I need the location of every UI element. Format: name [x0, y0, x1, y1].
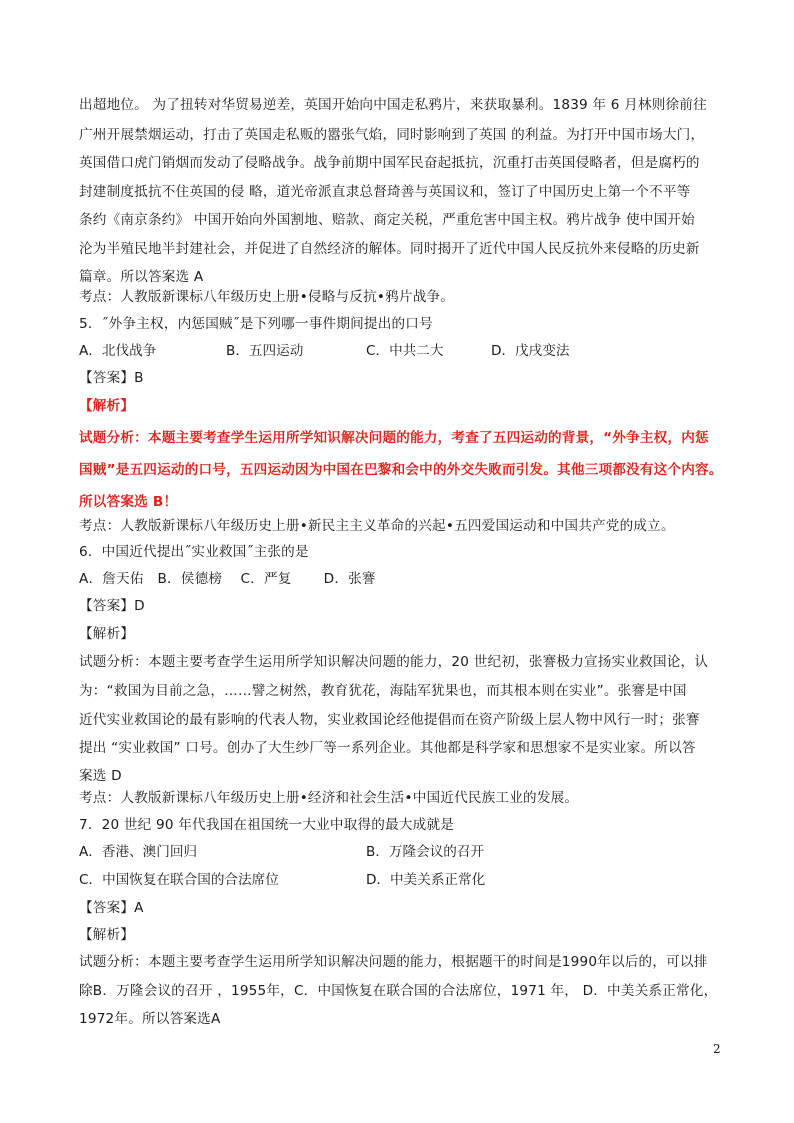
q7-option-a: A．香港、澳门回归 — [79, 844, 198, 860]
q6-analysis-heading: 【解析】 — [79, 626, 135, 642]
text-line: 英国借口虎门销烟而发动了侵略战争。战争前期中国军民奋起抵抗，沉重打击英国侵略者，但是腐朽的 — [79, 155, 700, 171]
text-line: 条约《南京条约》 中国开始向外国割地、赔款、商定关税，严重危害中国主权。鸦片战争 使中国开始 — [79, 212, 695, 228]
q7-option-c: C．中国恢复在联合国的合法席位 — [79, 872, 279, 888]
text-line: 封建制度抵抗不住英国的侵 略，道光帝派直隶总督琦善与英国议和，签订了中国历史上第一个不平等 — [79, 184, 691, 200]
q5-option-b: B．五四运动 — [226, 343, 304, 359]
q7-option-d: D．中美关系正常化 — [366, 872, 486, 888]
text-line: 出超地位。 为了扭转对华贸易逆差，英国开始向中国走私鸦片，来获取暴利。1839 年 6 月林则徐前往 — [79, 97, 707, 113]
question-5-stem: 5．˝外争主权，内惩国贼˝是下列哪一事件期间提出的口号 — [79, 316, 433, 332]
text-line: 广州开展禁烟运动，打击了英国走私贩的嚣张气焰，同时影响到了英国 的利益。为打开中国市场大门， — [79, 127, 705, 143]
q7-analysis-heading: 【解析】 — [79, 927, 135, 943]
q5-analysis-line: 所以答案选 B！ — [79, 494, 178, 510]
question-7-stem: 7．20 世纪 90 年代我国在祖国统一大业中取得的最大成就是 — [79, 817, 455, 833]
q6-analysis-line: 为：“救国为目前之急，……譬之树然，教育犹花，海陆军犹果也，而其根本则在实业”。张謇是中国 — [79, 683, 687, 699]
q6-analysis-line: 案选 D — [79, 768, 122, 784]
question-6-stem: 6．中国近代提出˝实业救国˝主张的是 — [79, 544, 309, 560]
q6-analysis-line: 试题分析：本题主要考查学生运用所学知识解决问题的能力，20 世纪初，张謇极力宣扬实业救国论，认 — [79, 654, 709, 670]
q7-analysis-line: 1972年。所以答案选A — [79, 1011, 221, 1027]
q5-option-d: D．戊戌变法 — [491, 343, 570, 359]
q5-analysis-line: 试题分析：本题主要考查学生运用所学知识解决问题的能力，考查了五四运动的背景，“外争主权，内惩 — [79, 430, 709, 446]
page-number: 2 — [713, 1042, 721, 1056]
q6-analysis-line: 提出 “实业救国” 口号。创办了大生纱厂等一系列企业。其他都是科学家和思想家不是实业家。所以答 — [79, 740, 696, 756]
q5-option-c: C．中共二大 — [366, 343, 444, 359]
q7-option-b: B．万隆会议的召开 — [366, 844, 485, 860]
q5-option-a: A．北伐战争 — [79, 343, 157, 359]
text-line: 沦为半殖民地半封建社会，并促进了自然经济的解体。同时揭开了近代中国人民反抗外来侵略的历史新 — [79, 241, 700, 257]
q6-options: A．詹天佑 B．侯德榜 C．严复 D．张謇 — [79, 571, 376, 587]
q5-analysis-heading: 【解析】 — [79, 398, 135, 414]
kaodian-line: 考点：人教版新课标八年级历史上册•新民主主义革命的兴起•五四爱国运动和中国共产党的成立。 — [79, 518, 675, 534]
q7-answer: 【答案】A — [79, 900, 144, 916]
q6-analysis-line: 近代实业救国论的最有影响的代表人物，实业救国论经他提倡而在资产阶级上层人物中风行一时；张謇 — [79, 712, 700, 728]
kaodian-line: 考点：人教版新课标八年级历史上册•经济和社会生活•中国近代民族工业的发展。 — [79, 790, 579, 806]
q7-analysis-line: 试题分析：本题主要考查学生运用所学知识解决问题的能力，根据题干的时间是1990年以后的，可以排 — [79, 954, 708, 970]
q5-analysis-line: 国贼”是五四运动的口号，五四运动因为中国在巴黎和会中的外交失败而引发。其他三项都没有这个内容。 — [79, 462, 723, 478]
q7-analysis-line: 除B．万隆会议的召开 ，1955年，C．中国恢复在联合国的合法席位，1971 年， D．中美关系正常化， — [79, 983, 718, 999]
kaodian-line: 考点：人教版新课标八年级历史上册•侵略与反抗•鸦片战争。 — [79, 289, 455, 305]
text-line: 篇章。所以答案选 A — [79, 269, 204, 285]
q5-answer: 【答案】B — [79, 370, 144, 386]
q6-answer: 【答案】D — [79, 598, 145, 614]
